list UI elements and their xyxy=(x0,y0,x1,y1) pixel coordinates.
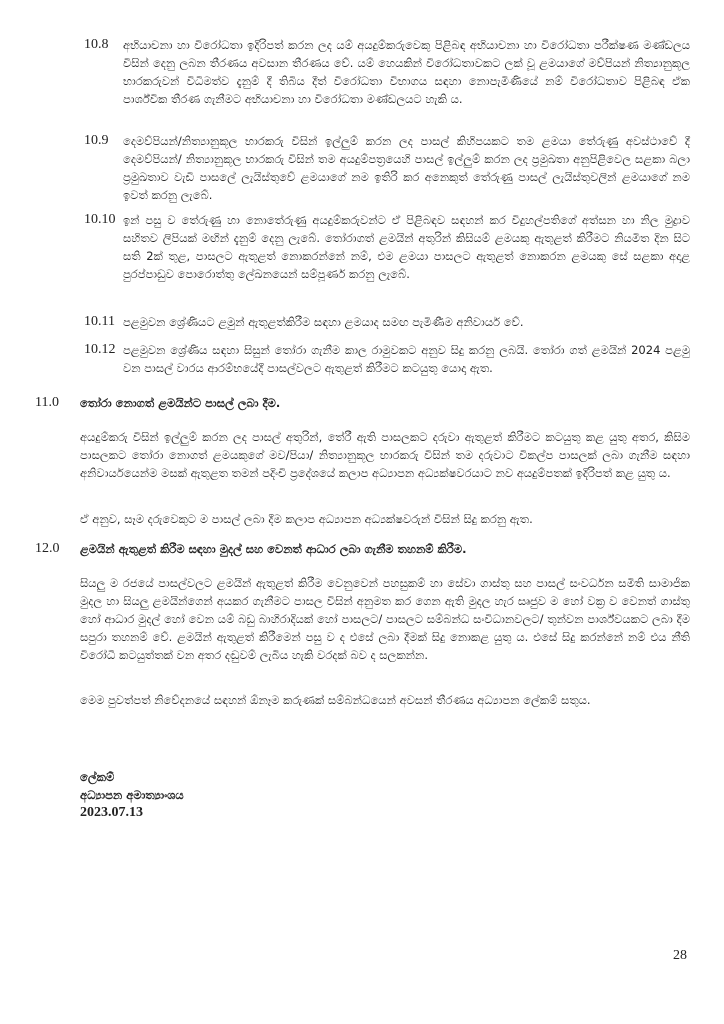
section-title: තෝරා නොගත් ළමයින්ට පාසල් ලබා දීම. xyxy=(80,396,281,410)
clause-number: 10.12 xyxy=(84,342,116,357)
clause-text: පළමුවන ශ්‍රේණියට ළමුන් ඇතුළත්කිරීම සඳහා ළමයාද සමඟ පැමිණීම අනිවාර්ය වේ. xyxy=(123,315,524,329)
clause-text: දෙමව්පියන්/නිත්‍යානුකූල භාරකරු විසින් ඉල්ලුම් කරන ලද පාසල් කිහිපයකට තම ළමයා තේරුණු අවස්ථාවේ දී දෙමව්පියන්/ නිත්‍යානුකූල භාරකරු විසින් තම අයදුම්පත්‍රයෙහි පාසල් ඉල්ලුම් කරන ලද ප්‍රමුඛතා අනුපිළිවෙල සළකා බලා ප්‍රමුඛතාව වැඩි පාසලේ ලැයිස්තුවේ ළමයාගේ නම ඉතිරි කර අනෙකුත් තේරුණු පාසල් ලැයිස්තුවලින් ළමයාගේ නම ඉවත් කරනු ලැබේ. xyxy=(123,134,690,202)
section-11-paragraph: අයදුම්කරු විසින් ඉල්ලුම් කරන ලද පාසල් අතුරින්, තේරී ඇති පාසලකට දරුවා ඇතුළත් කිරීමට කටයුතු කළ යුතු අතර, කිසිම පාසලකට තෝරා නොගත් ළමයකුගේ මව/පියා/ නිත්‍යානුකූල භාරකරු විසින් තම දරුවාට විකල්ප පාසලක් ලබා ගැනීම සඳහා අනිවාර්යයෙන්ම මසක් ඇතුළත තමන් පදිංචි ප්‍රදේශයේ කලාප අධ්‍යාපන අධ්‍යක්ෂවරයාට නව අයදුම්පතක් ඉදිරිපත් කළ යුතු ය. xyxy=(80,430,690,480)
section-11-paragraph: ඒ අනුව, සෑම දරුවෙකුට ම පාසල් ලබා දීම කලාප අධ්‍යාපන අධ්‍යක්ෂවරුන් විසින් සිදු කරනු ඇත. xyxy=(80,512,533,526)
clause-text: අභියාචනා හා විරෝධතා ඉදිරිපත් කරන ලද යම් අයදුම්කරුවෙකු පිළිබඳ අභියාචනා හා විරෝධතා පරීක්ෂණ මණ්ඩලය විසින් දෙනු ලබන තීරණය අවසාන තීරණය වේ. යම් හෙයකින් විරෝධතාවකට ලක් වූ ළමයාගේ මව්පියන් නිත්‍යානුකූල භාරකරුවන් විධිමත්ව දැනුම් දී තිබිය දීත් විරෝධතා විභාගය සඳහා නොපැමිණියේ නම් විරෝධතාව පිළිබඳ ඒක පාර්ශ්වික තීරණ ගැනීමට අභියාචනා හා විරෝධතා මණ්ඩලයට හැකි ය. xyxy=(123,38,690,106)
clause-number: 10.9 xyxy=(84,133,109,148)
clause-number: 10.8 xyxy=(84,37,109,52)
section-title: ළමයින් ඇතුළත් කිරීම සඳහා මුදල් සහ වෙනත් ආධාර ලබා ගැනීම තහනම් කිරීම. xyxy=(80,542,467,556)
section-12-paragraph: සියලු ම රජයේ පාසල්වලට ළමයින් ඇතුළත් කිරීම වෙනුවෙන් පහසුකම් හා සේවා ගාස්තු සහ පාසල් සංවර්ධන සමිති සාමාජික මුදල හා සියලු ළමයින්ගෙන් අයකර ගැනීමට පාසල විසින් අනුමත කර ගෙන ඇති මුදල හැර සෘජුව ම හෝ වක්‍ර ව වෙනත් ගාස්තු හෝ ආධාර මුදල් හෝ වෙන යම් බඩු බාහිරාදියක් හෝ පාසලට/ පාසලට සම්බන්ධ සංවිධානවලට/ තුන්වන පාර්ශ්වයකට ලබා දීම සපුරා තහනම් වේ. ළමයින් ඇතුළත් කිරීමෙන් පසු ව ද එසේ ලබා දීමක් සිදු නොකළ යුතු ය. එසේ සිදු කරන්නේ නම් එය නීති විරෝධී කටයුත්තක් වන අතර දඬුවම් ලැබිය හැකි වරදක් බව ද සලකන්න. xyxy=(80,576,690,662)
section-number: 12.0 xyxy=(35,541,60,556)
clause-number: 10.11 xyxy=(84,314,115,329)
clause-text: ඉන් පසු ව තේරුණු හා නොතේරුණු අයදුම්කරුවන්ට ඒ පිළිබඳව සඳහන් කර විදුහල්පතිගේ අත්සන හා නිල මුද්‍රාව සහිතව ලිපියක් මඟින් දැනුම් දෙනු ලැබේ. තෝරාගත් ළමයින් අතුරින් කිසියම් ළමයකු ඇතුළත් කිරීමට නියමිත දින සිට සති 2ක් තුළ, පාසලට ඇතුළත් නොකරන්නේ නම්, එම ළමයා පාසලට ඇතුළත් නොකරන ළමයකු සේ සළකා අදාළ පුරප්පාඩුව පොරොත්තු ලේඛනයෙන් සම්පූර්ණ කරනු ලැබේ. xyxy=(123,213,690,281)
signature-date: 2023.07.13 xyxy=(80,805,143,820)
closing-statement: මෙම පුවත්පත් නිවේදනයේ සඳහන් ඕනෑම කරුණක් සම්බන්ධයෙන් අවසන් තීරණය අධ්‍යාපන ලේකම් සතුය. xyxy=(80,693,591,707)
section-number: 11.0 xyxy=(35,395,59,410)
clause-text: පළමුවන ශ්‍රේණිය සඳහා සිසුන් තෝරා ගැනීම කාල රාමුවකට අනුව සිදු කරනු ලබයි. තෝරා ගත් ළමයින් 2024 පළමු වන පාසල් වාරය ආරම්භයේදී පාසල්වලට ඇතුළත් කිරීමට කටයුතු යොදා ඇත. xyxy=(123,343,690,375)
signature-ministry: අධ්‍යාපන අමාත්‍යාංශය xyxy=(80,788,184,802)
clause-number: 10.10 xyxy=(84,212,116,227)
signature-title: ලේකම් xyxy=(80,770,115,784)
page-number: 28 xyxy=(673,948,687,963)
